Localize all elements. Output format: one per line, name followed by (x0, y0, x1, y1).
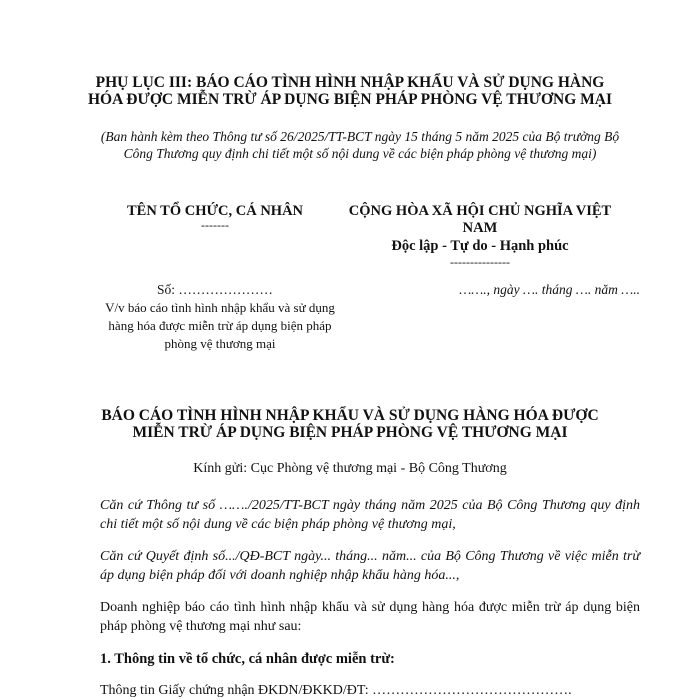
recipient-line: Kính gửi: Cục Phòng vệ thương mại - Bộ Công Thương (193, 461, 507, 476)
national-title (330, 203, 630, 237)
document-number: Số: ………………… (157, 282, 273, 297)
appendix-note: (Ban hành kèm theo Thông tư số 26/2025/TT-BCT ngày 15 tháng 5 năm 2025 của Bộ trưởng Bộ Công Thương quy định chi tiết một số nội dung về các biện pháp phòng vệ thương mại) (100, 129, 620, 161)
business-certificate-line: Thông tin Giấy chứng nhận ĐKDN/ĐKKD/ĐT: ……………………………………. (100, 683, 572, 698)
national-motto: Độc lập - Tự do - Hạnh phúc (391, 238, 569, 254)
report-intro: Doanh nghiệp báo cáo tình hình nhập khẩu và sử dụng hàng hóa được miễn trừ áp dụng biện pháp phòng vệ thương mại như sau: (100, 600, 640, 634)
report-title-line1: BÁO CÁO TÌNH HÌNH NHẬP KHẨU VÀ SỬ DỤNG HÀNG HÓA ĐƯỢC (101, 407, 599, 424)
national-title-line1: CỘNG HÒA XÃ HỘI CHỦ NGHĨA VIỆT (348, 203, 612, 219)
report-title (80, 407, 620, 441)
national-title-line2: NAM (462, 220, 498, 236)
report-title-line2: MIỄN TRỪ ÁP DỤNG BIỆN PHÁP PHÒNG VỆ THƯƠNG MẠI (132, 424, 568, 441)
organization-name: TÊN TỔ CHỨC, CÁ NHÂN (126, 203, 304, 219)
appendix-title (70, 74, 630, 108)
appendix-title-line1: PHỤ LỤC III: BÁO CÁO TÌNH HÌNH NHẬP KHẨU VÀ SỬ DỤNG HÀNG (95, 74, 605, 91)
motto-underline: --------------- (450, 255, 510, 269)
section-1-heading: 1. Thông tin về tổ chức, cá nhân được miễn trừ: (100, 651, 395, 667)
document-subject: V/v báo cáo tình hình nhập khẩu và sử dụng hàng hóa được miễn trừ áp dụng biện pháp phòng vệ thương mại (105, 300, 335, 351)
organization-underline: ------- (201, 218, 229, 232)
legal-basis-decision: Căn cứ Quyết định số.../QĐ-BCT ngày... tháng... năm... của Bộ Công Thương về việc miễn trừ áp dụng biện pháp đối với doanh nghiệp nhập khẩu hàng hóa..., (100, 549, 640, 583)
legal-basis-circular: Căn cứ Thông tư số ……./2025/TT-BCT ngày tháng năm 2025 của Bộ Công Thương quy định chi tiết một số nội dung về các biện pháp phòng vệ thương mại, (100, 498, 640, 532)
appendix-title-line2: HÓA ĐƯỢC MIỄN TRỪ ÁP DỤNG BIỆN PHÁP PHÒNG VỆ THƯƠNG MẠI (87, 91, 612, 108)
date-line: ……., ngày …. tháng …. năm ….. (459, 282, 640, 297)
